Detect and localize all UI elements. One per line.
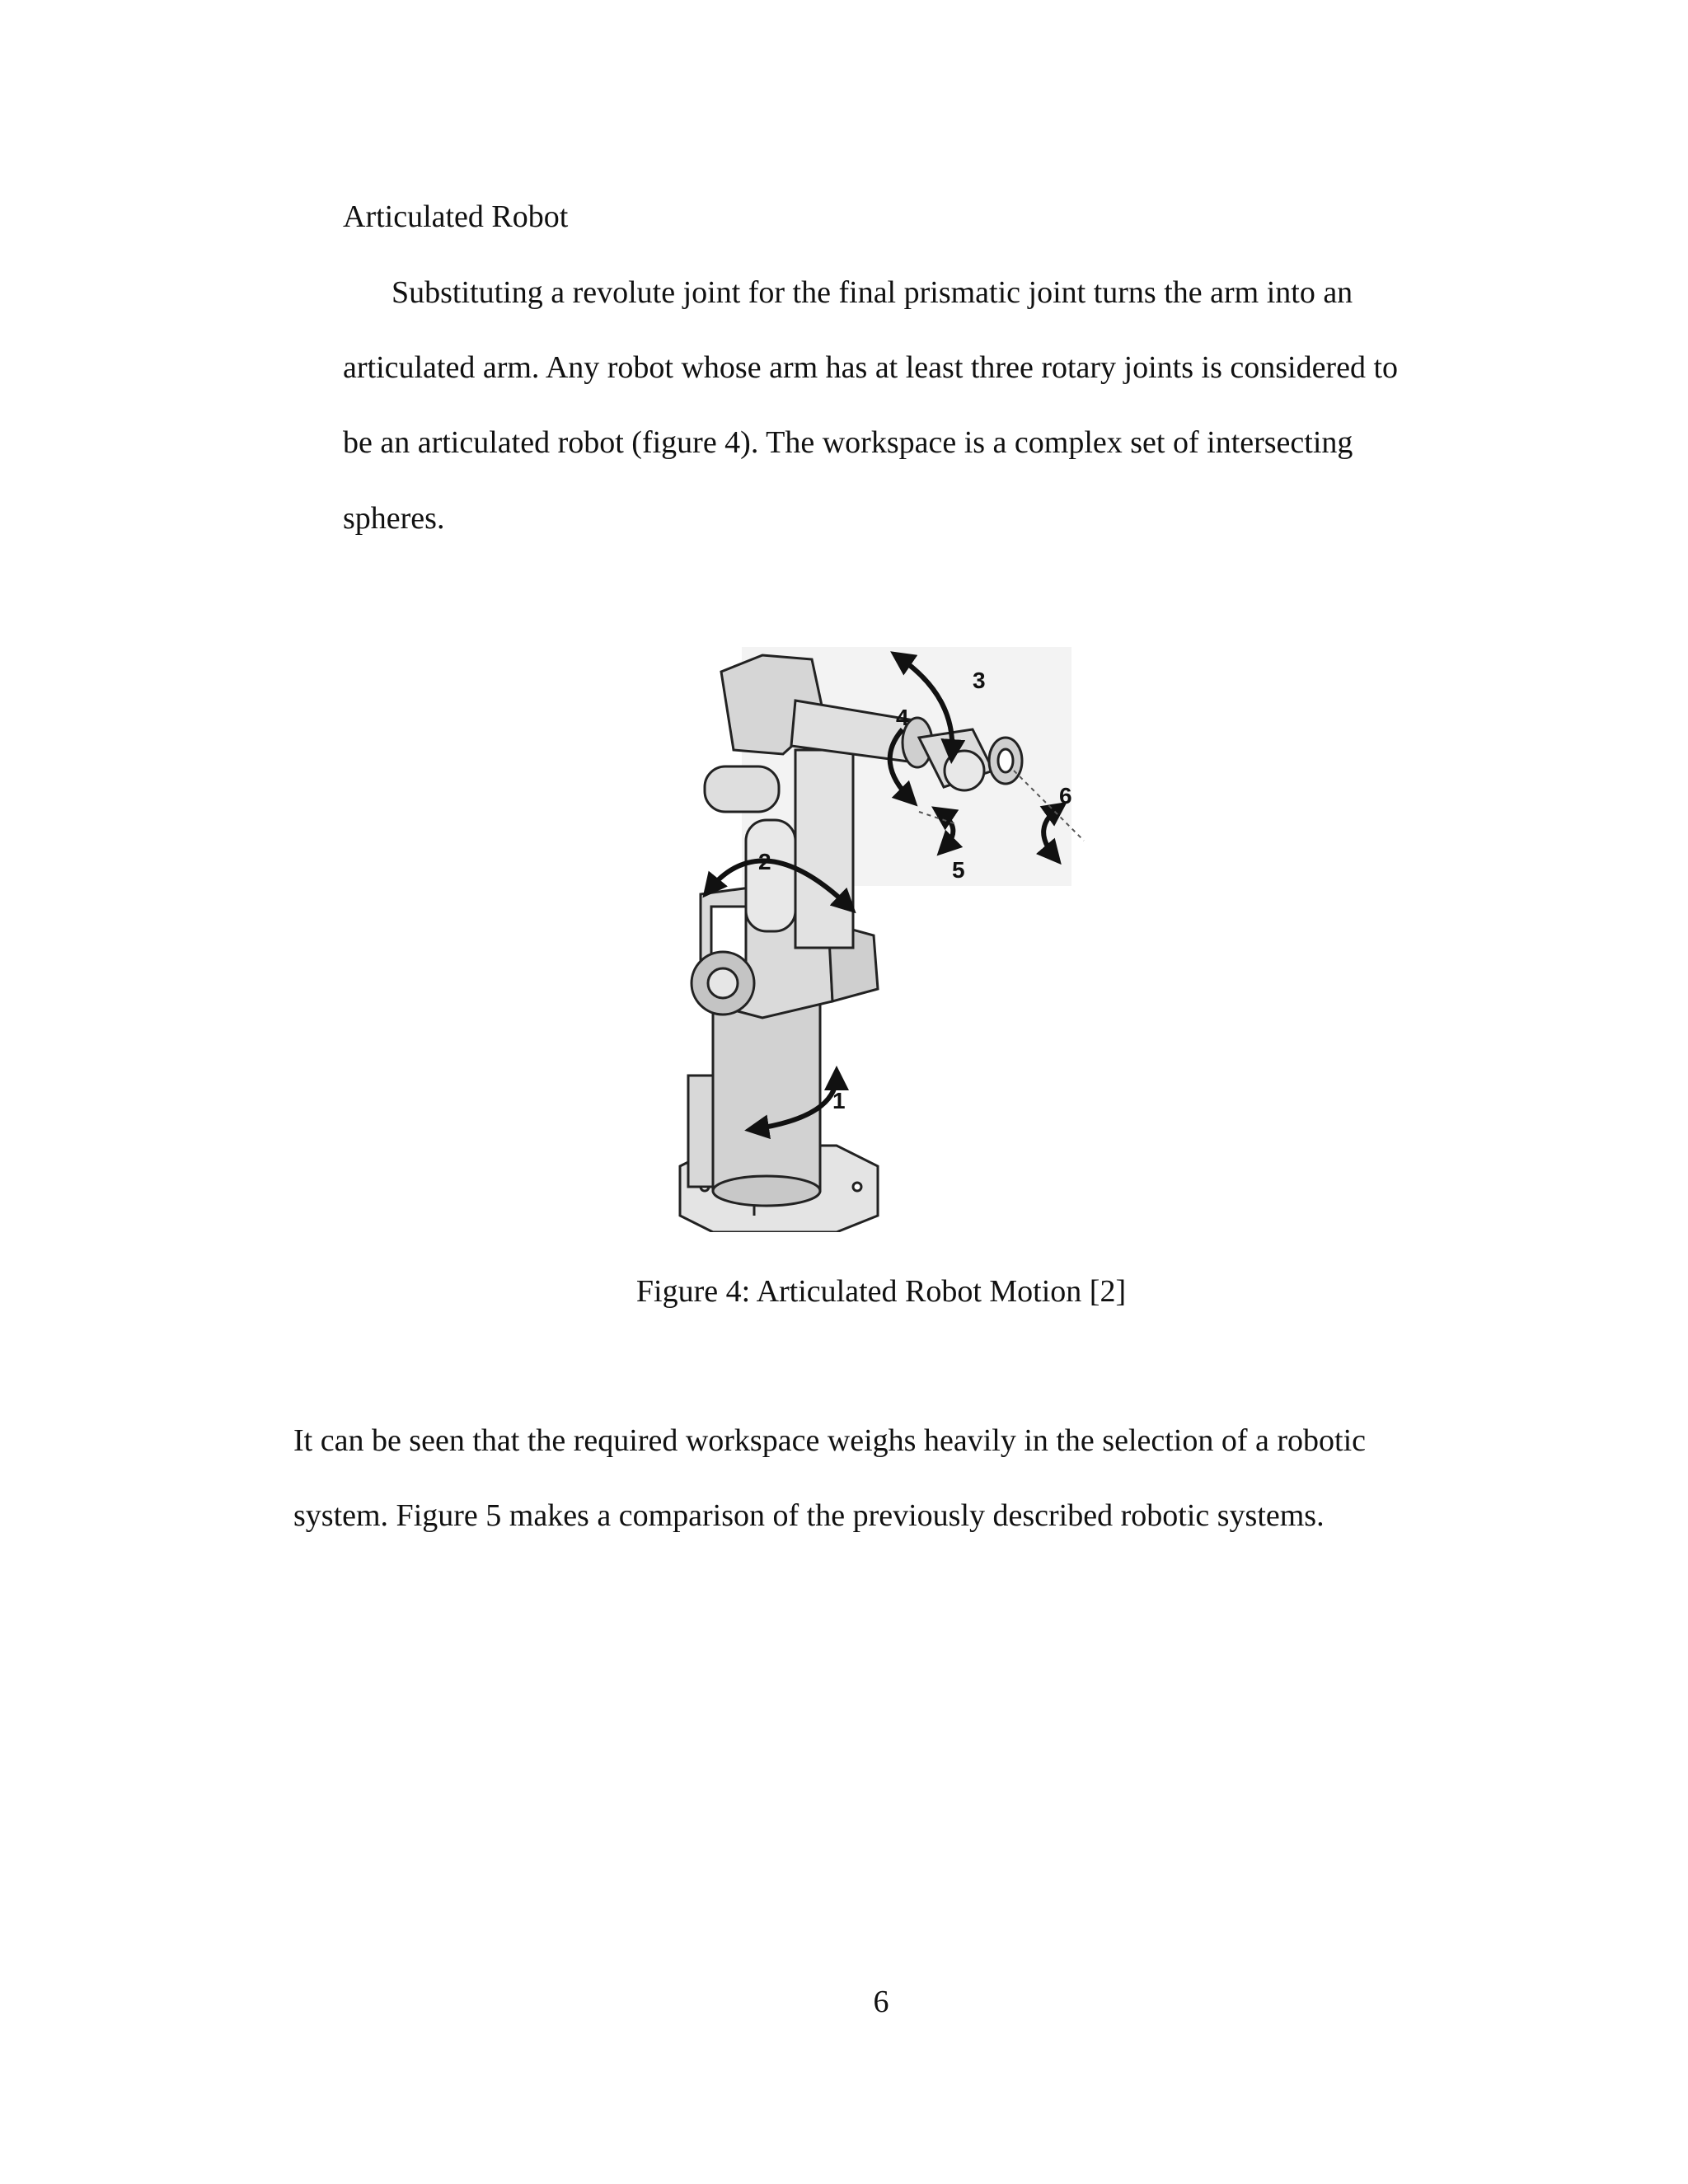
joint-label-3: 3 (973, 668, 986, 693)
joint-label-2: 2 (758, 849, 771, 874)
paragraph-1-line-4: spheres. (343, 501, 445, 536)
joint-label-1: 1 (832, 1088, 846, 1113)
joint-label-4: 4 (896, 705, 909, 730)
paragraph-1-line-3: be an articulated robot (figure 4). The workspace is a complex set of intersecting (343, 425, 1353, 460)
robot-column (713, 1001, 820, 1206)
paragraph-2-line-2: system. Figure 5 makes a comparison of the previously described robotic systems. (293, 1498, 1325, 1533)
page-number: 6 (873, 1985, 889, 2019)
section-heading: Articulated Robot (343, 199, 569, 234)
paragraph-2-line-1: It can be seen that the required workspace weighs heavily in the selection of a robotic (293, 1423, 1367, 1458)
paragraph-1-line-2: articulated arm. Any robot whose arm has at least three rotary joints is considered to (343, 350, 1399, 385)
joint-label-5: 5 (952, 857, 965, 883)
joint-label-6: 6 (1059, 783, 1072, 808)
articulated-robot-illustration (672, 639, 1092, 1232)
robot-figure (672, 639, 1092, 1232)
figure-caption: Figure 4: Articulated Robot Motion [2] (635, 1274, 1127, 1309)
paragraph-1-line-1: Substituting a revolute joint for the final prismatic joint turns the arm into an (392, 275, 1353, 310)
